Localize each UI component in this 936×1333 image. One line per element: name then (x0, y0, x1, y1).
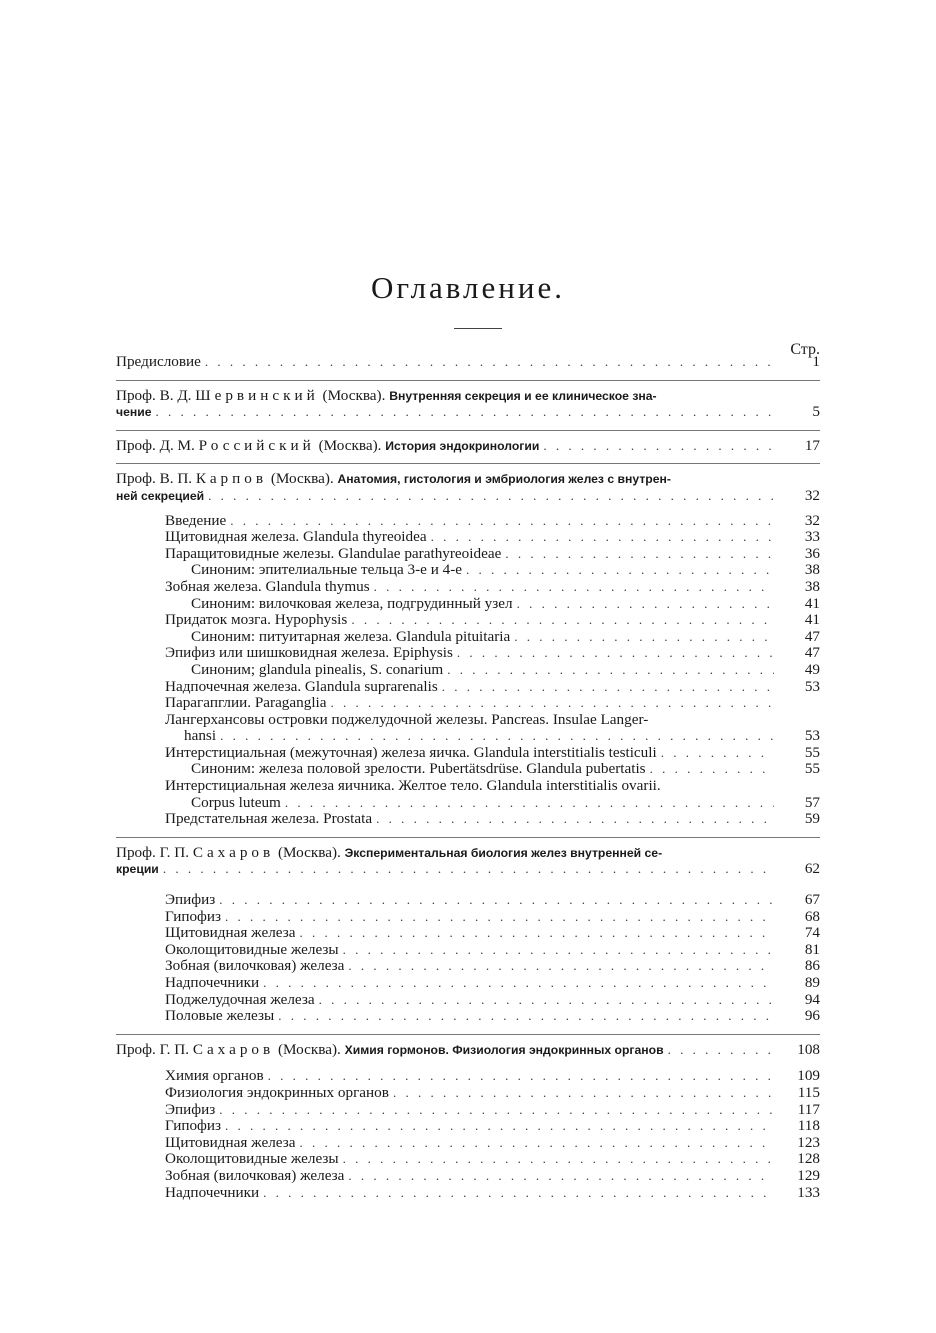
leader-dots (466, 562, 774, 579)
page-number: 53 (804, 677, 820, 695)
toc-entry-label: Химия органов (165, 1068, 264, 1085)
leader-dots (505, 546, 774, 563)
page-number: 33 (804, 528, 820, 546)
author-initials: Проф. В. П. (116, 471, 193, 488)
toc-entry[interactable] (116, 992, 820, 1009)
leader-dots (374, 579, 774, 596)
toc-entry-label: Эпифиз (165, 892, 216, 909)
leader-dots (268, 1068, 774, 1085)
leader-dots (331, 695, 774, 712)
toc-entry-label: Зобная (вилочковая) железа (165, 958, 345, 975)
leader-dots (661, 745, 774, 762)
leader-dots (457, 645, 774, 662)
page-number: 94 (804, 990, 820, 1008)
page-number: 123 (797, 1133, 820, 1151)
page-number: 68 (804, 907, 820, 925)
leader-dots (650, 761, 774, 778)
section-heading-karpov[interactable] (116, 471, 820, 488)
page-number: 86 (804, 957, 820, 975)
leader-dots (205, 354, 774, 371)
author-name: Российский (198, 437, 315, 454)
page-number: 49 (804, 660, 820, 678)
page-number: 32 (804, 511, 820, 529)
toc-entry[interactable] (116, 629, 820, 646)
leader-dots (156, 404, 775, 421)
author-city: (Москва). (322, 387, 386, 404)
page-number: 41 (804, 594, 820, 612)
toc-entry[interactable] (116, 546, 820, 563)
table-of-contents (116, 354, 820, 1201)
page-number: 62 (804, 860, 820, 878)
leader-dots (225, 1118, 774, 1135)
toc-entry[interactable] (116, 662, 820, 679)
toc-entry-ovarii[interactable] (116, 778, 820, 795)
toc-entry-label: Интерстициальная (межуточная) железа яичка. Glandula interstitialis testiculi (165, 744, 657, 761)
toc-entry[interactable] (116, 1085, 820, 1102)
toc-entry[interactable] (116, 942, 820, 959)
toc-entry-label: Половые железы (165, 1008, 275, 1025)
page-number: 57 (804, 793, 820, 811)
toc-entry[interactable] (116, 1102, 820, 1119)
author-city: (Москва). (270, 471, 334, 488)
page-number: 53 (804, 727, 820, 745)
section-divider (116, 463, 820, 464)
leader-dots (348, 958, 774, 975)
page-number: 32 (804, 486, 820, 504)
page-number: 47 (804, 644, 820, 662)
toc-entry[interactable] (116, 562, 820, 579)
toc-entry-label: Гипофиз (165, 908, 222, 925)
toc-entry[interactable] (116, 958, 820, 975)
leader-dots (263, 1185, 774, 1202)
page-number: 59 (804, 810, 820, 828)
page-number: 5 (812, 403, 820, 421)
leader-dots (514, 629, 774, 646)
toc-entry-label: Надпочечники (165, 1184, 260, 1201)
leader-dots (668, 1042, 774, 1059)
section-heading-sakharov-1[interactable] (116, 845, 820, 862)
leader-dots (348, 1168, 774, 1185)
leader-dots (208, 488, 774, 505)
leader-dots (431, 529, 774, 546)
toc-entry-langerhans[interactable] (116, 712, 820, 729)
toc-entry-label: Околощитовидные железы (165, 1151, 339, 1168)
leader-dots (278, 1008, 774, 1025)
leader-dots (163, 861, 774, 878)
leader-dots (319, 992, 774, 1009)
toc-entry[interactable] (116, 612, 820, 629)
toc-entry[interactable] (116, 925, 820, 942)
toc-entry[interactable] (116, 1168, 820, 1185)
toc-entry[interactable] (116, 1135, 820, 1152)
toc-entry[interactable] (116, 1068, 820, 1085)
title-rule (454, 328, 502, 329)
toc-entry[interactable] (116, 1185, 820, 1202)
page-number: 38 (804, 577, 820, 595)
toc-entry-label: Лангерхансовы островки поджелудочной железы. Pancreas. Insulae Langer- (165, 711, 649, 728)
page-number: 47 (804, 627, 820, 645)
chapter-title: Экспериментальная биология желез внутренней се- (344, 845, 663, 860)
toc-entry-preface[interactable] (116, 354, 820, 371)
toc-entry-label: Зобная (вилочковая) железа (165, 1167, 345, 1184)
section-heading-shervinsky[interactable] (116, 388, 820, 405)
chapter-title-cont: чение (116, 405, 152, 420)
page-number: 89 (804, 974, 820, 991)
leader-dots (447, 662, 774, 679)
leader-dots (543, 438, 774, 455)
toc-entry-label: Предстательная железа. Prostata (165, 811, 373, 828)
author-initials: Проф. Д. М. (116, 437, 195, 454)
toc-entry-label: Парагапглии. Paraganglia (165, 695, 327, 712)
toc-entry[interactable] (116, 1008, 820, 1025)
toc-entry[interactable] (116, 695, 820, 712)
toc-entry-label: Физиология эндокринных органов (165, 1084, 389, 1101)
page-number: 118 (797, 1117, 820, 1135)
page-number: 55 (804, 760, 820, 778)
author-name: Сахаров (192, 844, 275, 861)
author-name: Сахаров (192, 1041, 275, 1058)
toc-entry-label: Надпочечная железа. Glandula suprarenalis (165, 678, 438, 695)
section-divider (116, 430, 820, 431)
page-number: 133 (797, 1183, 820, 1201)
page-number: 117 (797, 1100, 820, 1118)
section-heading-cont[interactable] (116, 861, 820, 878)
leader-dots (230, 513, 774, 530)
toc-entry[interactable] (116, 596, 820, 613)
author-initials: Проф. Г. П. (116, 1041, 190, 1058)
leader-dots (376, 811, 774, 828)
toc-entry[interactable] (116, 1151, 820, 1168)
author-initials: Проф. Г. П. (116, 844, 190, 861)
page-number: 17 (804, 436, 820, 454)
page-number: 67 (804, 891, 820, 909)
section-heading-cont[interactable] (116, 404, 820, 421)
toc-entry-label: Интерстициальная железа яичника. Желтое тело. Glandula interstitialis ovarii. (165, 778, 661, 795)
toc-entry[interactable] (116, 529, 820, 546)
toc-entry-label: Придаток мозга. Hypophysis (165, 612, 348, 629)
section-heading-cont[interactable] (116, 488, 820, 505)
page-number: 36 (804, 544, 820, 562)
toc-entry-ovarii-cont[interactable] (116, 795, 820, 812)
page-number: 128 (797, 1150, 820, 1168)
toc-entry-label: Щитовидная железа. Glandula thyreoidea (165, 529, 427, 546)
section-divider (116, 380, 820, 381)
toc-entry[interactable] (116, 679, 820, 696)
page-number: 38 (804, 561, 820, 579)
section-heading-sakharov-2[interactable] (116, 1042, 820, 1059)
leader-dots (220, 728, 774, 745)
toc-entry-label: Синоним; glandula pinealis, S. conarium (191, 661, 444, 678)
author-city: (Москва). (277, 844, 341, 861)
leader-dots (219, 1102, 774, 1119)
toc-entry-label: Гипофиз (165, 1118, 222, 1135)
toc-entry-label: Введение (165, 512, 227, 529)
author-city: (Москва). (318, 437, 382, 454)
leader-dots (393, 1085, 774, 1102)
toc-entry-label-cont: hansi (184, 728, 217, 745)
page-title: Оглавление. (371, 270, 565, 305)
toc-entry-label: Щитовидная железа (165, 925, 296, 942)
section-divider (116, 837, 820, 838)
page-number: 55 (804, 743, 820, 761)
author-initials: Проф. В. Д. (116, 387, 192, 404)
toc-entry-label: Поджелудочная железа (165, 991, 315, 1008)
toc-entry-label: Предисловие (116, 354, 201, 370)
page-number: 129 (797, 1166, 820, 1184)
page-number: 1 (812, 353, 820, 370)
chapter-title: Химия гормонов. Физиология эндокринных органов (344, 1042, 664, 1057)
page-number: 115 (797, 1083, 820, 1101)
leader-dots (442, 679, 774, 696)
leader-dots (517, 596, 774, 613)
toc-entry[interactable] (116, 579, 820, 596)
toc-entry-label: Эпифиз или шишковидная железа. Epiphysis (165, 645, 453, 662)
toc-entry-label: Паращитовидные железы. Glandulae parathyreoideae (165, 545, 502, 562)
toc-entry[interactable] (116, 975, 820, 992)
chapter-title-cont: креции (116, 862, 159, 877)
author-name: Шервинский (195, 387, 319, 404)
toc-entry-langerhans-cont[interactable] (116, 728, 820, 745)
chapter-title: Анатомия, гистология и эмбриология желез с внутрен- (337, 472, 671, 487)
toc-entry-label: Синоним: железа половой зрелости. Pubertätsdrüse. Glandula pubertatis (191, 761, 646, 778)
toc-entry[interactable] (116, 909, 820, 926)
toc-entry-label: Синоним: эпителиальные тельца 3-е и 4-е (191, 562, 463, 579)
leader-dots (299, 925, 774, 942)
leader-dots (351, 612, 774, 629)
toc-entry-label: Щитовидная железа (165, 1134, 296, 1151)
leader-dots (343, 942, 774, 959)
page-number: 41 (804, 611, 820, 629)
page-column-header: Стр. (790, 341, 820, 358)
toc-entry-label: Синоним: вилочковая железа, подгрудинный узел (191, 595, 513, 612)
chapter-title-cont: ней секрецией (116, 488, 205, 503)
page-number: 81 (804, 940, 820, 958)
author-name: Карпов (195, 471, 268, 488)
toc-entry-label: Синоним: питуитарная железа. Glandula pituitaria (191, 628, 511, 645)
page-number: 108 (797, 1040, 820, 1058)
page-number: 96 (804, 1007, 820, 1025)
section-heading-rossiysky[interactable] (116, 438, 820, 455)
chapter-title: Внутренняя секреция и ее клиническое зна- (389, 388, 657, 403)
page-number: 109 (797, 1067, 820, 1085)
toc-entry-prostata[interactable] (116, 811, 820, 828)
toc-entry[interactable] (116, 745, 820, 762)
leader-dots (285, 795, 774, 812)
leader-dots (225, 909, 774, 926)
section-divider (116, 1034, 820, 1035)
toc-entry-label: Эпифиз (165, 1101, 216, 1118)
leader-dots (343, 1151, 774, 1168)
toc-entry-label: Околощитовидные железы (165, 941, 339, 958)
chapter-title: История эндокринологии (385, 438, 540, 453)
toc-entry[interactable] (116, 645, 820, 662)
toc-entry[interactable] (116, 761, 820, 778)
page-number: 74 (804, 924, 820, 942)
toc-entry-label: Надпочечники (165, 975, 260, 991)
toc-entry[interactable] (116, 513, 820, 530)
toc-entry-label-cont: Corpus luteum (191, 794, 281, 811)
toc-entry-label: Зобная железа. Glandula thymus (165, 578, 370, 595)
author-city: (Москва). (277, 1041, 341, 1058)
toc-entry[interactable] (116, 1118, 820, 1135)
leader-dots (263, 975, 774, 992)
leader-dots (219, 892, 774, 909)
leader-dots (299, 1135, 774, 1152)
toc-entry[interactable] (116, 892, 820, 909)
